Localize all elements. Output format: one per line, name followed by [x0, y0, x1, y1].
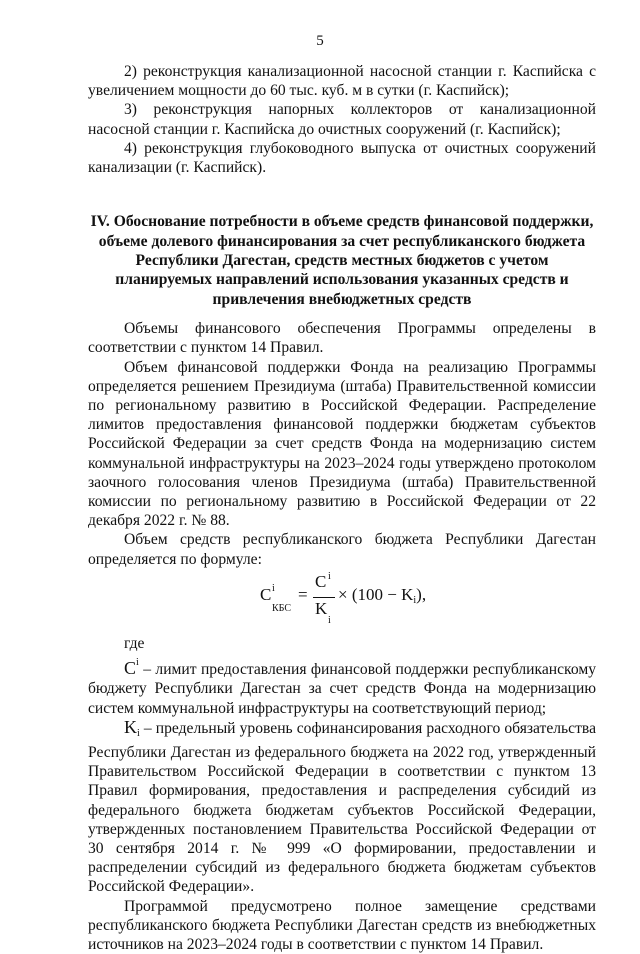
section-heading: IV. Обоснование потребности в объеме средств финансовой поддержки, объеме долевого финансирования за счет республиканского бюджета Республики Дагестан, средств местных бюджетов с учетом планируемых направлений использования указанных средств и привлечения внебюджетных средств [90, 213, 594, 308]
page-number: 5 [316, 33, 324, 49]
formula-equals: = [298, 584, 308, 604]
formula-numerator-sup: i [328, 570, 331, 582]
definition-ci [88, 653, 596, 718]
list-item: 4) реконструкция глубоководного выпуска от очистных сооружений канализации (г. Каспийск). [88, 139, 596, 177]
paragraph: Объемы финансового обеспечения Программы определены в соответствии с пунктом 14 Правил. [88, 320, 596, 357]
document-body [88, 62, 596, 954]
symbol-c: C [124, 658, 137, 679]
symbol-c-sup: i [136, 657, 139, 669]
definition-text: – предельный уровень софинансирования расходного обязательства Республики Дагестан из федерального бюджета на 2022 год, утвержденный Правительством Российской Федерации в соответствии с пунктом 13 Правил формирования, предоставления и распределения субсидий из федерального бюджета бюджетам субъектов Российской Федерации, утвержденных постановлением Правительства Российской Федерации от 30 сентября 2014 г. № 999 «О формировании, предоставлении и распределении субсидий из федерального бюджета бюджетам субъектов Российской Федерации». [88, 719, 596, 896]
formula-lhs-sup: i [272, 582, 275, 594]
paragraph: Программой предусмотрено полное замещение средствами республиканского бюджета Республики Дагестан средств из внебюджетных источников на 2023–2024 годы в соответствии с пунктом 14 Правил. [88, 897, 596, 953]
formula-lhs-sub: КБС [272, 602, 292, 614]
definition-text: – лимит предоставления финансовой поддержки республиканскому бюджету Республики Дагестан за счет средств Фонда на модернизацию систем коммунальной инфраструктуры на соответствующий период; [88, 661, 596, 717]
paragraph: Объем средств республиканского бюджета Республики Дагестан определяется по формуле: [88, 531, 596, 568]
symbol-k-sub: i [137, 727, 140, 739]
fraction-bar [313, 597, 335, 598]
where-label: где [124, 634, 145, 652]
list-item: 3) реконструкция напорных коллекторов от канализационной насосной станции г. Каспийска до очистных сооружений (г. Каспийск); [88, 101, 596, 138]
formula-numerator: C [315, 571, 327, 591]
formula-lhs: C [260, 584, 272, 604]
symbol-k: K [124, 716, 137, 737]
formula-rest-end: ), [416, 584, 427, 604]
formula-denominator: K [315, 598, 328, 618]
definition-ki [88, 718, 596, 897]
formula-rest [338, 585, 426, 610]
formula-rest-main: × (100 − K [338, 584, 414, 604]
formula [88, 572, 596, 626]
formula-rest-sub: i [413, 594, 417, 606]
formula-denominator-sub: i [328, 614, 331, 626]
paragraph: Объем финансовой поддержки Фонда на реализацию Программы определяется решением Президиума (штаба) Правительственной комиссии по региональному развитию в Российской Федерации. Распределение лимитов предоставления финансовой поддержки бюджетам субъектов Российской Федерации за счет средств Фонда на модернизацию систем коммунальной инфраструктуры на 2023–2024 годы утверждено протоколом заочного голосования членов Президиума (штаба) Правительственной комиссии по региональному развитию в Российской Федерации от 22 декабря 2022 г. № 88. [88, 358, 596, 530]
list-item: 2) реконструкция канализационной насосной станции г. Каспийска с увеличением мощности до 60 тыс. куб. м в сутки (г. Каспийск); [88, 63, 596, 100]
